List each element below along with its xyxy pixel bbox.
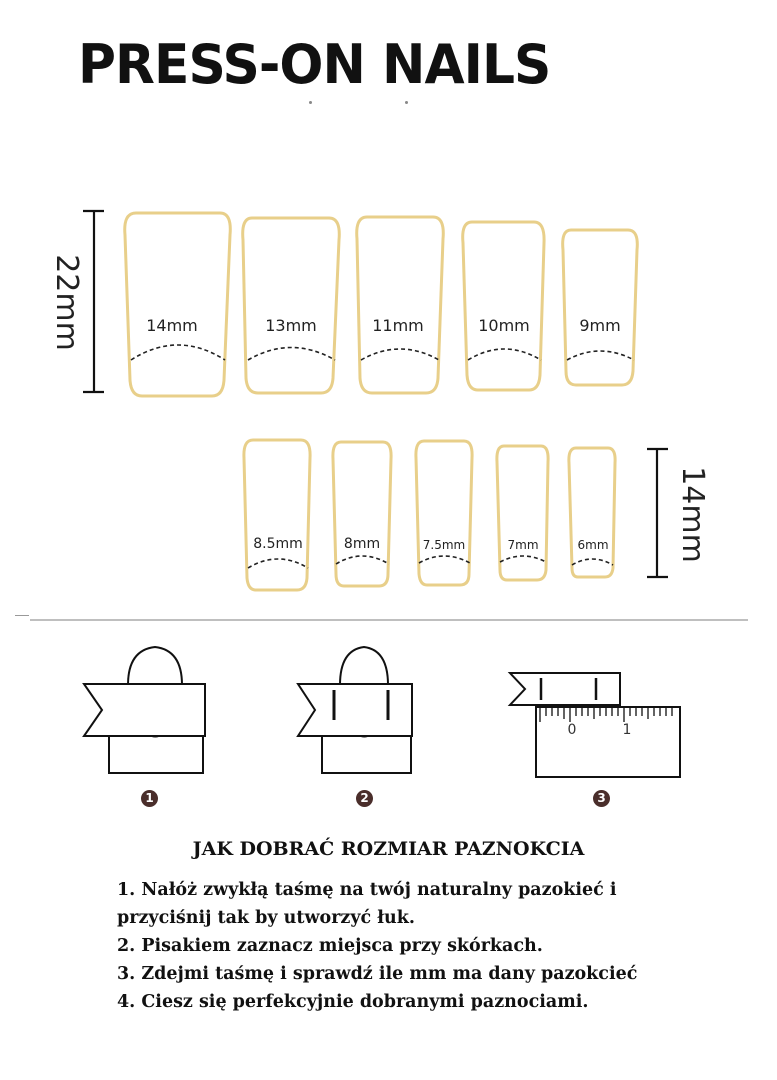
step-2-illustration — [298, 647, 412, 773]
instruction-line: przyciśnij tak by utworzyć łuk. — [117, 908, 415, 928]
nail-width-label: 7mm — [507, 538, 539, 552]
nail-width-label: 7.5mm — [422, 538, 466, 552]
step-1-illustration — [84, 647, 205, 773]
instruction-line: 2. Pisakiem zaznacz miejsca przy skórkach. — [117, 936, 543, 956]
instruction-line: 1. Nałóż zwykłą taśmę na twój naturalny pazokieć i — [117, 880, 617, 900]
nail-shape-7.5mm — [416, 441, 472, 585]
instruction-list — [117, 876, 637, 1016]
nail-shape-6mm — [569, 448, 615, 577]
nail-shape-8mm — [333, 442, 391, 586]
page-title: PRESS-ON NAILS — [78, 33, 551, 96]
ruler-label-1: 1 — [622, 722, 632, 738]
cuticle-arc — [248, 559, 308, 568]
nail-shape-8.5mm — [244, 440, 310, 590]
nail-shape-14mm — [125, 213, 231, 396]
cuticle-arc — [248, 348, 335, 361]
section-divider — [30, 619, 748, 621]
cuticle-arc — [572, 559, 613, 565]
instruction-line: 3. Zdejmi taśmę i sprawdź ile mm ma dany pazokcieć — [117, 964, 638, 984]
nail-width-label: 14mm — [146, 316, 198, 335]
length-label-row2: 14mm — [674, 466, 710, 563]
nail-shape-13mm — [243, 218, 340, 393]
cuticle-arc — [336, 556, 389, 564]
nail-width-label: 10mm — [478, 316, 530, 335]
nail-width-label: 13mm — [265, 316, 317, 335]
nail-width-label: 6mm — [577, 538, 609, 552]
cuticle-arc — [131, 345, 225, 360]
step-badge-3: 3 — [593, 790, 610, 807]
nail-width-label: 8mm — [343, 536, 381, 552]
nail-width-label: 8.5mm — [253, 536, 303, 552]
nail-shape-9mm — [563, 230, 638, 385]
cuticle-arc — [361, 349, 439, 360]
nail-width-label: 11mm — [372, 316, 424, 335]
step-badge-1: 1 — [141, 790, 158, 807]
cuticle-arc — [419, 556, 470, 563]
length-label-row1: 22mm — [48, 254, 84, 351]
step-3-illustration — [510, 673, 680, 777]
ruler-label-0: 0 — [567, 722, 577, 738]
nail-width-label: 9mm — [579, 316, 621, 335]
nail-shape-10mm — [463, 222, 544, 390]
nail-shape-11mm — [357, 217, 444, 393]
cuticle-arc — [500, 556, 546, 562]
step-badge-2: 2 — [356, 790, 373, 807]
instruction-line: 4. Ciesz się perfekcyjnie dobranymi paznociami. — [117, 992, 589, 1012]
divider-stub — [15, 615, 29, 616]
cuticle-arc — [468, 349, 541, 360]
guide-heading: JAK DOBRAĆ ROZMIAR PAZNOKCIA — [192, 838, 585, 860]
cuticle-arc — [567, 351, 634, 360]
